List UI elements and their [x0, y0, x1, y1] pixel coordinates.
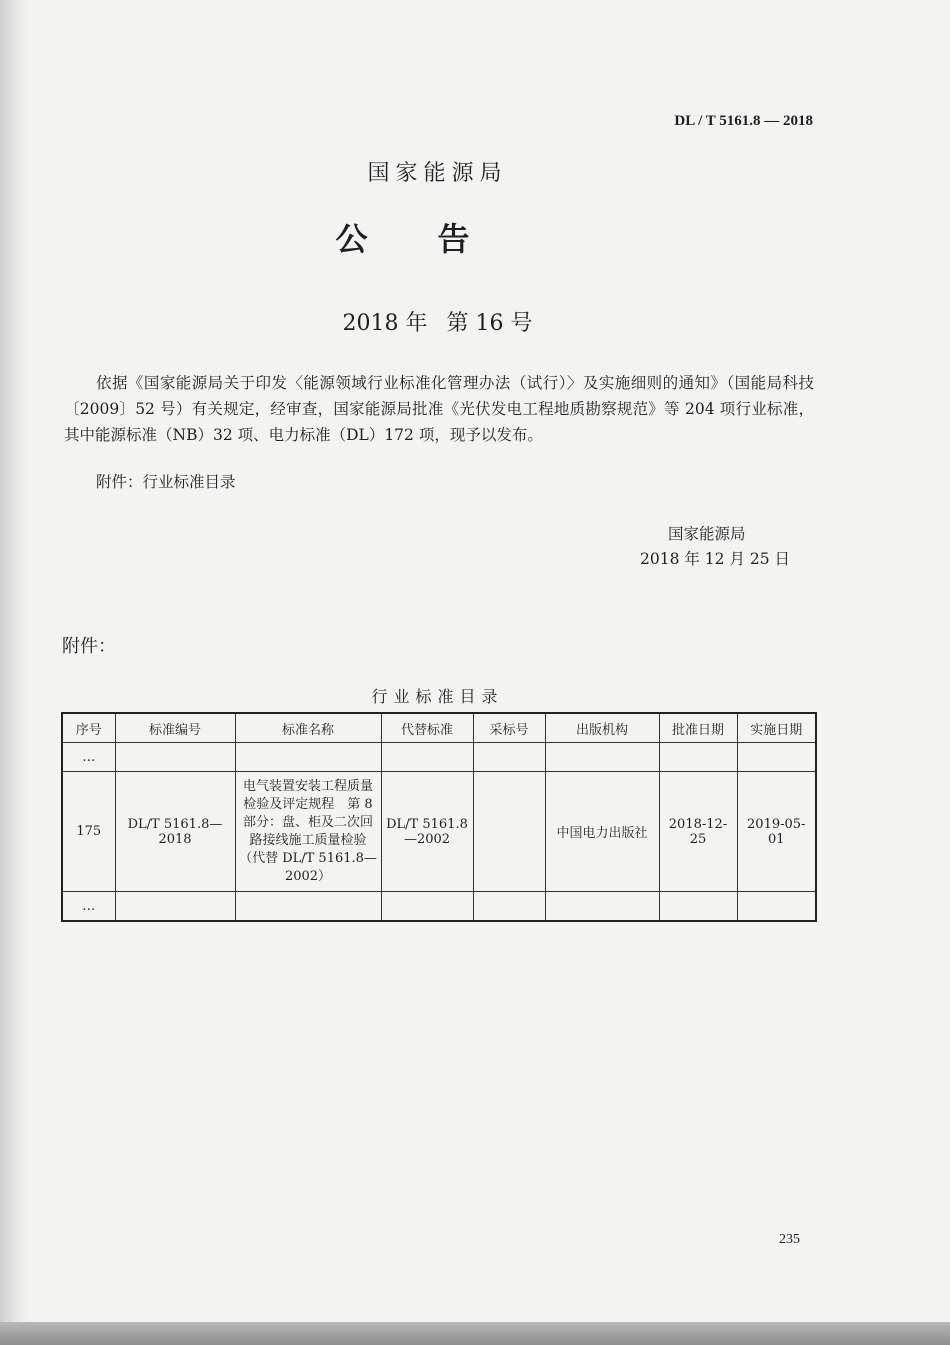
cell-name — [235, 892, 381, 922]
notice-title: 公告 — [335, 220, 540, 258]
cell-seq: 175 — [62, 772, 115, 892]
cell-approval-date — [659, 892, 737, 922]
standards-table — [61, 712, 817, 922]
cell-name — [235, 743, 381, 772]
issue-number — [0, 306, 875, 337]
col-header-publisher: 出版机构 — [545, 713, 659, 743]
cell-name: 电气装置安装工程质量检验及评定规程 第 8 部分：盘、柜及二次回路接线施工质量检验（代替 DL/T 5161.8—2002） — [235, 772, 381, 892]
page-bottom-edge-shadow — [0, 1322, 950, 1345]
cell-publisher — [545, 743, 659, 772]
cell-code — [115, 743, 235, 772]
notice-body: 依据《国家能源局关于印发〈能源领域行业标准化管理办法（试行）〉及实施细则的通知》（国能局科技〔2009〕52 号）有关规定，经审查，国家能源局批准《光伏发电工程地质勘察规范》等 204 项行业标准，其中能源标准（NB）32 项、电力标准（DL）172 项，现予以发布。 — [64, 374, 814, 444]
issuer-name: 国家能源局 — [367, 161, 508, 186]
cell-code — [115, 892, 235, 922]
cell-effective-date — [737, 743, 816, 772]
cell-approval-date: 2018-12-25 — [659, 772, 737, 892]
cell-adopted — [473, 892, 545, 922]
cell-effective-date: 2019-05-01 — [737, 772, 816, 892]
cell-adopted — [473, 743, 545, 772]
cell-replaces — [381, 743, 473, 772]
table-header-row — [62, 713, 816, 743]
issue-seq: 第 16 号 — [446, 311, 533, 336]
attachment-label: 附件： — [62, 636, 116, 657]
cell-adopted — [473, 772, 545, 892]
cell-seq: … — [62, 743, 115, 772]
cell-seq: … — [62, 892, 115, 922]
issue-year: 2018 年 — [342, 311, 428, 336]
table-row — [62, 743, 816, 772]
cell-approval-date — [659, 743, 737, 772]
cell-replaces — [381, 892, 473, 922]
cell-publisher: 中国电力出版社 — [545, 772, 659, 892]
cell-code: DL/T 5161.8—2018 — [115, 772, 235, 892]
col-header-approval-date: 批准日期 — [659, 713, 737, 743]
col-header-code: 标准编号 — [115, 713, 235, 743]
table-title: 行业标准目录 — [371, 687, 504, 706]
col-header-effective-date: 实施日期 — [737, 713, 816, 743]
table-row — [62, 772, 816, 892]
col-header-replaces: 代替标准 — [381, 713, 473, 743]
page-number: 235 — [779, 1232, 800, 1247]
attachment-reference: 附件：行业标准目录 — [96, 473, 236, 491]
page-left-edge-shadow — [0, 0, 30, 1345]
col-header-seq: 序号 — [62, 713, 115, 743]
signature-org: 国家能源局 — [668, 525, 746, 543]
col-header-adopted: 采标号 — [473, 713, 545, 743]
signature-date: 2018 年 12 月 25 日 — [640, 550, 791, 568]
table-row — [62, 892, 816, 922]
cell-replaces: DL/T 5161.8—2002 — [381, 772, 473, 892]
cell-effective-date — [737, 892, 816, 922]
standard-code: DL / T 5161.8 — 2018 — [674, 113, 813, 129]
col-header-name: 标准名称 — [235, 713, 381, 743]
cell-publisher — [545, 892, 659, 922]
